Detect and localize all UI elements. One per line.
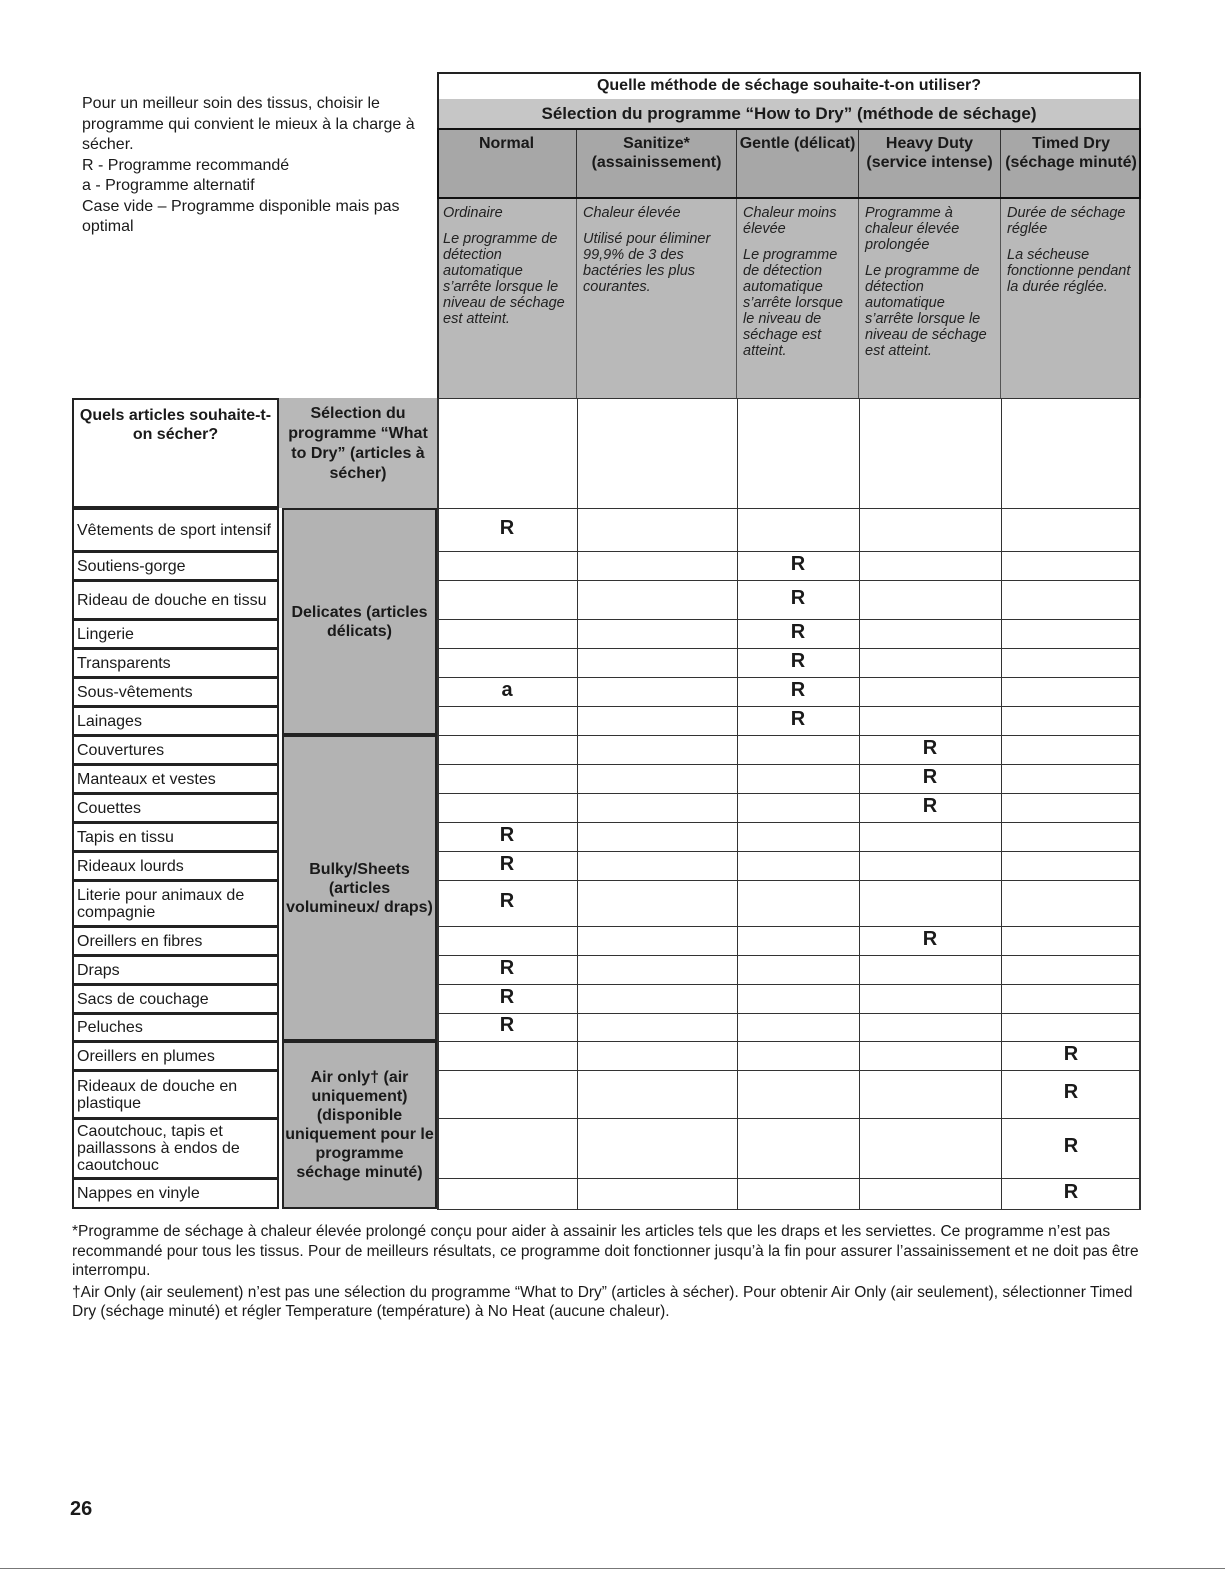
- program-mark: R: [1063, 1180, 1079, 1203]
- grid-row-line: [437, 677, 1141, 678]
- grid-row-line: [437, 1118, 1141, 1119]
- grid-column-line: [859, 398, 860, 1210]
- item-label: Oreillers en fibres: [72, 926, 279, 956]
- item-label: Lainages: [72, 706, 279, 736]
- group-bulky-sheets: Bulky/Sheets (articles volumineux/ draps): [282, 735, 437, 1041]
- grid-row-line: [437, 822, 1141, 823]
- grid-row-line: [437, 764, 1141, 765]
- footnote-sanitize: *Programme de séchage à chaleur élevée prolongé conçu pour aider à assainir les articles tels que les draps et les serviettes. Ce programme n’est pas recommandé pour tous les tissus. Pour de meilleurs résultats, ce programme doit fonctionner jusqu’à la fin pour assurer l’assainissement et ne doit pas être interrompu.: [72, 1223, 1139, 1279]
- grid-row-line: [437, 793, 1141, 794]
- item-label: Rideaux lourds: [72, 851, 279, 881]
- grid-row-line: [437, 926, 1141, 927]
- grid-row-line: [437, 1041, 1141, 1042]
- grid-row-line: [437, 1070, 1141, 1071]
- grid-column-line: [1139, 398, 1141, 1210]
- program-mark: R: [790, 552, 806, 575]
- grid-column-line: [437, 398, 439, 1210]
- grid-row-line: [437, 398, 1141, 399]
- grid-row-line: [437, 1209, 1141, 1210]
- item-label: Couvertures: [72, 735, 279, 765]
- grid-column-line: [1001, 398, 1002, 1210]
- program-mark: R: [1063, 1135, 1079, 1157]
- program-mark: R: [499, 852, 515, 875]
- program-header-frame: [437, 128, 1141, 199]
- program-mark: R: [499, 985, 515, 1008]
- program-mark: R: [790, 678, 806, 701]
- program-mark: R: [922, 927, 938, 950]
- item-label: Rideau de douche en tissu: [72, 580, 279, 620]
- grid-row-line: [437, 735, 1141, 736]
- how-to-dry-title: Sélection du programme “How to Dry” (méthode de séchage): [437, 99, 1141, 129]
- grid-row-line: [437, 619, 1141, 620]
- item-label: Tapis en tissu: [72, 822, 279, 852]
- item-label: Sous-vêtements: [72, 677, 279, 707]
- program-mark: R: [790, 649, 806, 672]
- program-heavy-duty: Heavy Duty (service intense): [859, 128, 1001, 199]
- program-mark: R: [499, 1014, 515, 1036]
- program-mark: R: [790, 586, 806, 609]
- desc-heavy-duty: Programme à chaleur élevée prolongée Le programme de détection automatique s’arrête lorsque le niveau de séchage est atteint.: [859, 199, 1001, 398]
- footnote-air-only: †Air Only (air seulement) n’est pas une sélection du programme “What to Dry” (articles à sécher). Pour obtenir Air Only (air seulement), sélectionner Timed Dry (séchage minuté) et régler Temperature (température) à No Heat (aucune chaleur).: [72, 1283, 1133, 1320]
- item-label: Couettes: [72, 793, 279, 823]
- grid-row-line: [437, 1178, 1141, 1179]
- item-label: Soutiens-gorge: [72, 551, 279, 581]
- grid-row-line: [437, 648, 1141, 649]
- method-question: Quelle méthode de séchage souhaite-t-on utiliser?: [437, 72, 1141, 100]
- legend-recommended: R - Programme recommandé: [82, 156, 290, 174]
- program-sanitize: Sanitize* (assainissement): [577, 128, 737, 199]
- desc-normal: Ordinaire Le programme de détection automatique s’arrête lorsque le niveau de séchage est atteint.: [437, 199, 577, 398]
- grid-row-line: [437, 1013, 1141, 1014]
- item-label: Manteaux et vestes: [72, 764, 279, 794]
- page-number: 26: [70, 1498, 93, 1520]
- grid-row-line: [437, 706, 1141, 707]
- grid-row-line: [437, 955, 1141, 956]
- item-label: Rideaux de douche en plastique: [72, 1070, 279, 1119]
- footnotes: [72, 1222, 1152, 1324]
- program-mark: R: [1063, 1081, 1079, 1103]
- desc-timed-dry: Durée de séchage réglée La sécheuse fonctionne pendant la durée réglée.: [1001, 199, 1141, 398]
- program-mark: R: [499, 823, 515, 846]
- desc-gentle: Chaleur moins élevée Le programme de détection automatique s’arrête lorsque le niveau de séchage est atteint.: [737, 199, 859, 398]
- program-mark: R: [922, 736, 938, 759]
- program-timed-dry: Timed Dry (séchage minuté): [1001, 128, 1141, 199]
- items-question: Quels articles souhaite-t-on sécher?: [72, 398, 279, 508]
- item-label: Lingerie: [72, 619, 279, 649]
- program-mark: R: [499, 956, 515, 979]
- legend-blank: Case vide – Programme disponible mais pas optimal: [82, 197, 400, 235]
- item-label: Caoutchouc, tapis et paillassons à endos de caoutchouc: [72, 1118, 279, 1179]
- item-label: Literie pour animaux de compagnie: [72, 880, 279, 927]
- grid-row-line: [437, 984, 1141, 985]
- item-label: Sacs de couchage: [72, 984, 279, 1014]
- grid-row-line: [437, 880, 1141, 881]
- grid-row-line: [437, 508, 1141, 509]
- grid-row-line: [437, 551, 1141, 552]
- program-mark: R: [922, 794, 938, 817]
- group-air-only: Air only† (air uniquement) (disponible uniquement pour le programme séchage minuté): [282, 1041, 437, 1209]
- item-label: Draps: [72, 955, 279, 985]
- item-label: Vêtements de sport intensif: [72, 508, 279, 552]
- program-mark: a: [501, 678, 513, 701]
- program-mark: R: [922, 765, 938, 788]
- program-mark: R: [499, 890, 515, 912]
- item-label: Peluches: [72, 1013, 279, 1042]
- program-mark: R: [1063, 1042, 1079, 1065]
- program-mark: R: [499, 516, 515, 539]
- page-bottom-rule: [0, 1568, 1225, 1569]
- item-label: Transparents: [72, 648, 279, 678]
- item-label: Nappes en vinyle: [72, 1178, 279, 1209]
- grid-row-line: [437, 580, 1141, 581]
- what-to-dry-header: Sélection du programme “What to Dry” (articles à sécher): [279, 398, 437, 508]
- grid-row-line: [437, 851, 1141, 852]
- legend-alternative: a - Programme alternatif: [82, 177, 255, 194]
- desc-left-border: [437, 199, 439, 398]
- grid-column-line: [737, 398, 738, 1210]
- group-delicates: Delicates (articles délicats): [282, 508, 437, 735]
- program-normal: Normal: [437, 128, 577, 199]
- program-gentle: Gentle (délicat): [737, 128, 859, 199]
- program-mark: R: [790, 620, 806, 643]
- grid-column-line: [577, 398, 578, 1210]
- legend-intro: Pour un meilleur soin des tissus, choisir le programme qui convient le mieux à la charge à sécher.: [82, 95, 415, 153]
- program-mark: R: [790, 707, 806, 730]
- legend: [82, 94, 417, 238]
- desc-sanitize: Chaleur élevée Utilisé pour éliminer 99,9% de 3 des bactéries les plus courantes.: [577, 199, 737, 398]
- item-label: Oreillers en plumes: [72, 1041, 279, 1071]
